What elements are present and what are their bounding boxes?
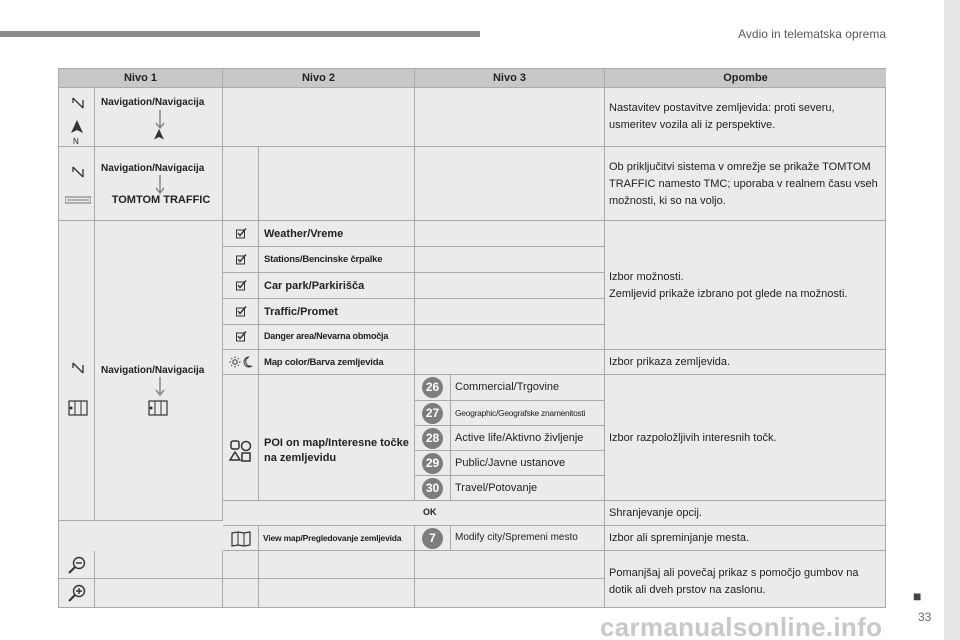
row1-level2-cell [223, 88, 415, 147]
zoom-in-level2-cell [259, 579, 415, 608]
options-note-line1: Izbor možnosti. [609, 271, 684, 283]
map-settings-icon [67, 400, 89, 416]
header-bar [0, 31, 480, 37]
map-settings-small-icon [147, 400, 169, 416]
column-header-nivo2: Nivo 2 [223, 69, 415, 88]
column-header-opombe: Opombe [605, 69, 886, 88]
zoom-in-level3-cell [415, 579, 605, 608]
map-color-note: Izbor prikaza zemljevida. [609, 356, 731, 368]
zoom-note: Pomanjšaj ali povečaj prikaz s pomočjo gumbov na dotik ali dveh prstov na zaslonu. [609, 567, 859, 596]
tomtom-traffic-icon [65, 195, 91, 205]
navigation-icon [71, 165, 85, 179]
page-edge-strip [944, 0, 960, 640]
row2-icon2-cell [223, 147, 259, 221]
row2-level2-cell [259, 147, 415, 221]
poi-commercial-label: Commercial/Trgovine [455, 381, 560, 393]
row3-level1-label: Navigation/Navigacija [101, 365, 205, 376]
zoom-out-icon [67, 556, 87, 574]
zoom-in-icon2-cell [223, 579, 259, 608]
row1-level3-cell [415, 88, 605, 147]
checkbox-icon [236, 306, 247, 317]
zoom-out-icon2-cell [223, 551, 259, 579]
column-header-nivo3: Nivo 3 [415, 69, 605, 88]
page-number: 33 [918, 610, 932, 624]
poi-active-life-label: Active life/Aktivno življenje [455, 432, 584, 444]
north-arrow-small-icon [152, 128, 166, 146]
poi-label: POI on map/Interesne točke na zemljevidu [264, 437, 409, 464]
page-marker: ■ [913, 588, 922, 604]
row2-level1-label: Navigation/Navigacija [101, 163, 205, 174]
map-color-level3-cell [415, 350, 605, 375]
option-traffic-label: Traffic/Promet [264, 306, 338, 318]
row2-note: Ob priključitvi sistema v omrežje se prikaže TOMTOM TRAFFIC namesto TMC; uporaba v realnem času vseh možnosti, ki so na voljo. [609, 161, 878, 207]
ok-note: Shranjevanje opcij. [609, 507, 702, 519]
checkbox-icon [236, 254, 247, 265]
poi-badge-26: 26 [422, 377, 443, 398]
checkbox-icon [236, 228, 247, 239]
poi-public-label: Public/Javne ustanove [455, 457, 566, 469]
day-night-icon [229, 355, 255, 369]
column-header-nivo1: Nivo 1 [59, 69, 223, 88]
poi-icon-cell [223, 375, 259, 501]
row1-note: Nastavitev postavitve zemljevida: proti severu, usmeritev vozila ali iz perspektive. [609, 102, 835, 131]
checkbox-icon [236, 280, 247, 291]
poi-icon [229, 439, 253, 463]
zoom-in-icon [67, 584, 87, 602]
navigation-icon [71, 96, 85, 110]
option-car-park-label: Car park/Parkirišča [264, 280, 365, 292]
ok-cell [223, 501, 605, 526]
north-label: N [73, 137, 79, 146]
view-map-note: Izbor ali spreminjanje mesta. [609, 532, 750, 544]
option-level3-cell [415, 247, 605, 273]
zoom-in-level1-cell [95, 579, 223, 608]
option-level3-cell [415, 273, 605, 299]
option-level3-cell [415, 221, 605, 247]
ok-button[interactable]: OK [423, 507, 437, 517]
option-weather-label: Weather/Vreme [264, 228, 344, 240]
zoom-out-level2-cell [259, 551, 415, 579]
row2-icon-cell [59, 147, 95, 221]
option-level3-cell [415, 299, 605, 325]
poi-badge-29: 29 [422, 453, 443, 474]
poi-badge-27: 27 [422, 403, 443, 424]
option-danger-area-label: Danger area/Nevarna območja [264, 331, 389, 341]
view-map-label: View map/Pregledovanje zemljevida [263, 533, 402, 543]
row2-tomtom-label: TOMTOM TRAFFIC [111, 194, 211, 206]
navigation-icon [71, 361, 85, 375]
modify-city-label: Modify city/Spremeni mesto [455, 532, 578, 543]
poi-geographic-label: Geographic/Geografske znamenitosti [455, 408, 586, 418]
down-arrow-icon [155, 377, 165, 399]
checkbox-icon [236, 331, 247, 342]
row2-level3-cell [415, 147, 605, 221]
option-level3-cell [415, 325, 605, 350]
zoom-out-level1-cell [95, 551, 223, 579]
menu-table [58, 68, 886, 608]
zoom-out-level3-cell [415, 551, 605, 579]
map-color-label: Map color/Barva zemljevida [264, 357, 384, 368]
watermark: carmanualsonline.info [600, 612, 883, 640]
poi-badge-30: 30 [422, 478, 443, 499]
poi-note: Izbor razpoložljivih interesnih točk. [609, 432, 777, 444]
section-title: Avdio in telematska oprema [738, 27, 886, 41]
row1-level1-label: Navigation/Navigacija [101, 97, 205, 108]
option-stations-label: Stations/Bencinske črpalke [264, 254, 383, 265]
view-map-badge: 7 [422, 528, 443, 549]
poi-badge-28: 28 [422, 428, 443, 449]
options-note-line2: Zemljevid prikaže izbrano pot glede na možnosti. [609, 288, 848, 300]
poi-travel-label: Travel/Potovanje [455, 482, 538, 494]
map-icon [231, 531, 251, 547]
